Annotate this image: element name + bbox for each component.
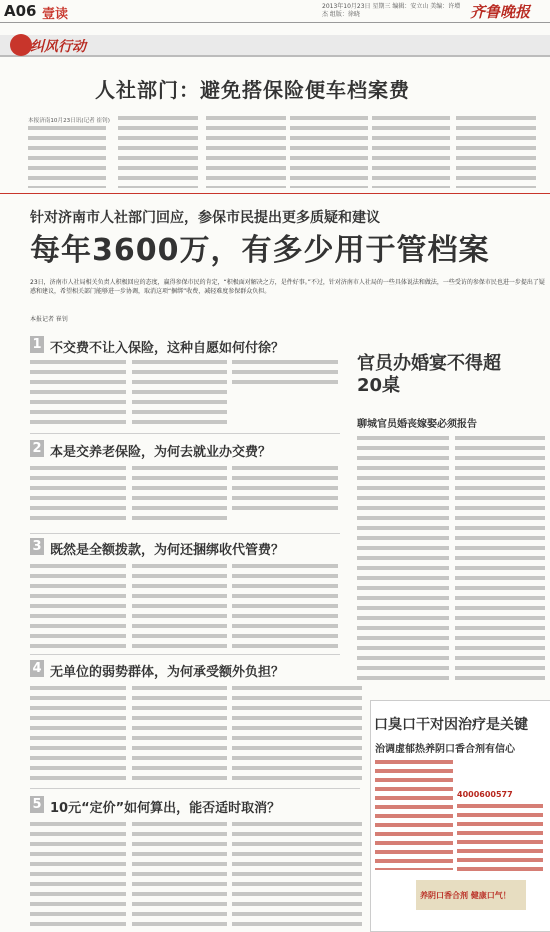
section-number: 5 [30,796,44,813]
ad-title: 口臭口干对因治疗是关键 [374,717,528,733]
section-number: 3 [30,538,44,555]
section-name: 壹读 [42,7,69,22]
article1-text-col1 [28,126,106,188]
article1-byline: 本报济南10月23日讯(记者 崔钊) [28,118,110,124]
article1-text-col5 [372,116,450,188]
ad-text-col1 [375,760,453,870]
section-title: 不交费不让入保险，这种自愿如何付徐？ [50,341,285,356]
section-title: 10元“定价”如何算出，能否适时取消？ [50,801,281,816]
section1-text-col3 [232,360,338,386]
section-divider [0,193,550,194]
article-headline: 每年3600万，有多少用于管档案 [30,233,490,268]
article1-title: 人社部门：避免搭保险便车档案费 [95,78,410,102]
article1-text-col6 [456,116,536,188]
article-deck: 针对济南市人社部门回应，参保市民提出更多质疑和建议 [30,210,380,226]
ad-subtitle: 治调虚郁热养阴口香合剂有信心 [375,744,515,755]
section4-text-col1 [30,686,126,782]
page-header [0,0,550,23]
newspaper-title: 齐鲁晚报 [470,3,531,21]
section4-text-col2 [132,686,227,782]
article-lead: 23日，济南市人社局相关负责人积极回应的态度，赢得参保市民的肯定，“积极面对解决之方，是件好事。”不过，针对济南市人社局的一些具体说法和做法，一些受访的参保市民也进一步提出了疑惑和建议，希望相关部门能够进一步协调，取消这项“捆绑”收费，减轻难度参保群众负担。 [30,279,545,295]
sidebar-subheadline: 聊城官员婚丧嫁娶必须报告 [357,419,477,430]
section-title: 本是交养老保险，为何去就业办交费？ [50,445,272,460]
article1-text-col4 [290,116,368,188]
section4-text-col3 [232,686,362,782]
article1-text-col3 [206,116,286,188]
ad-banner-text: 养阴口香合剂 健康口气！ [420,891,511,900]
section5-text-col1 [30,822,126,926]
section2-text-col2 [132,466,227,526]
section5-text-col3 [232,822,362,926]
section-title: 无单位的弱势群体，为何承受额外负担？ [50,665,285,680]
ad-hotline: 4000600577 [457,790,513,799]
sidebar-headline: 官员办婚宴不得超20桌 [357,353,501,396]
section1-text-col1 [30,360,126,426]
section2-text-col1 [30,466,126,526]
section2-text-col3 [232,466,338,516]
section3-text-col2 [132,564,227,648]
section3-text-col1 [30,564,126,648]
issue-info: 2013年10月23日 星期三 编辑：安立山 美编：许增杰 组版：徐晓 [322,3,461,18]
section-rule [30,433,340,434]
section-number: 4 [30,660,44,677]
article-byline: 本报记者 崔钊 [30,316,68,323]
section-number: 2 [30,440,44,457]
column-logo-icon [10,34,32,56]
section-rule [30,654,340,655]
section5-text-col2 [132,822,227,926]
section-number: 1 [30,336,44,353]
section-title: 既然是全额拨款，为何还捆绑收代管费？ [50,543,285,558]
ad-text-col2 [457,804,543,874]
section3-text-col3 [232,564,338,648]
sidebar-text-col1 [357,436,449,686]
section-rule [30,788,360,789]
column-label: 纠风行动 [30,39,86,55]
article1-text-col2 [118,116,198,188]
section1-text-col2 [132,360,227,426]
section-rule [30,533,340,534]
page-number: A06 [4,2,37,20]
sidebar-text-col2 [455,436,545,686]
